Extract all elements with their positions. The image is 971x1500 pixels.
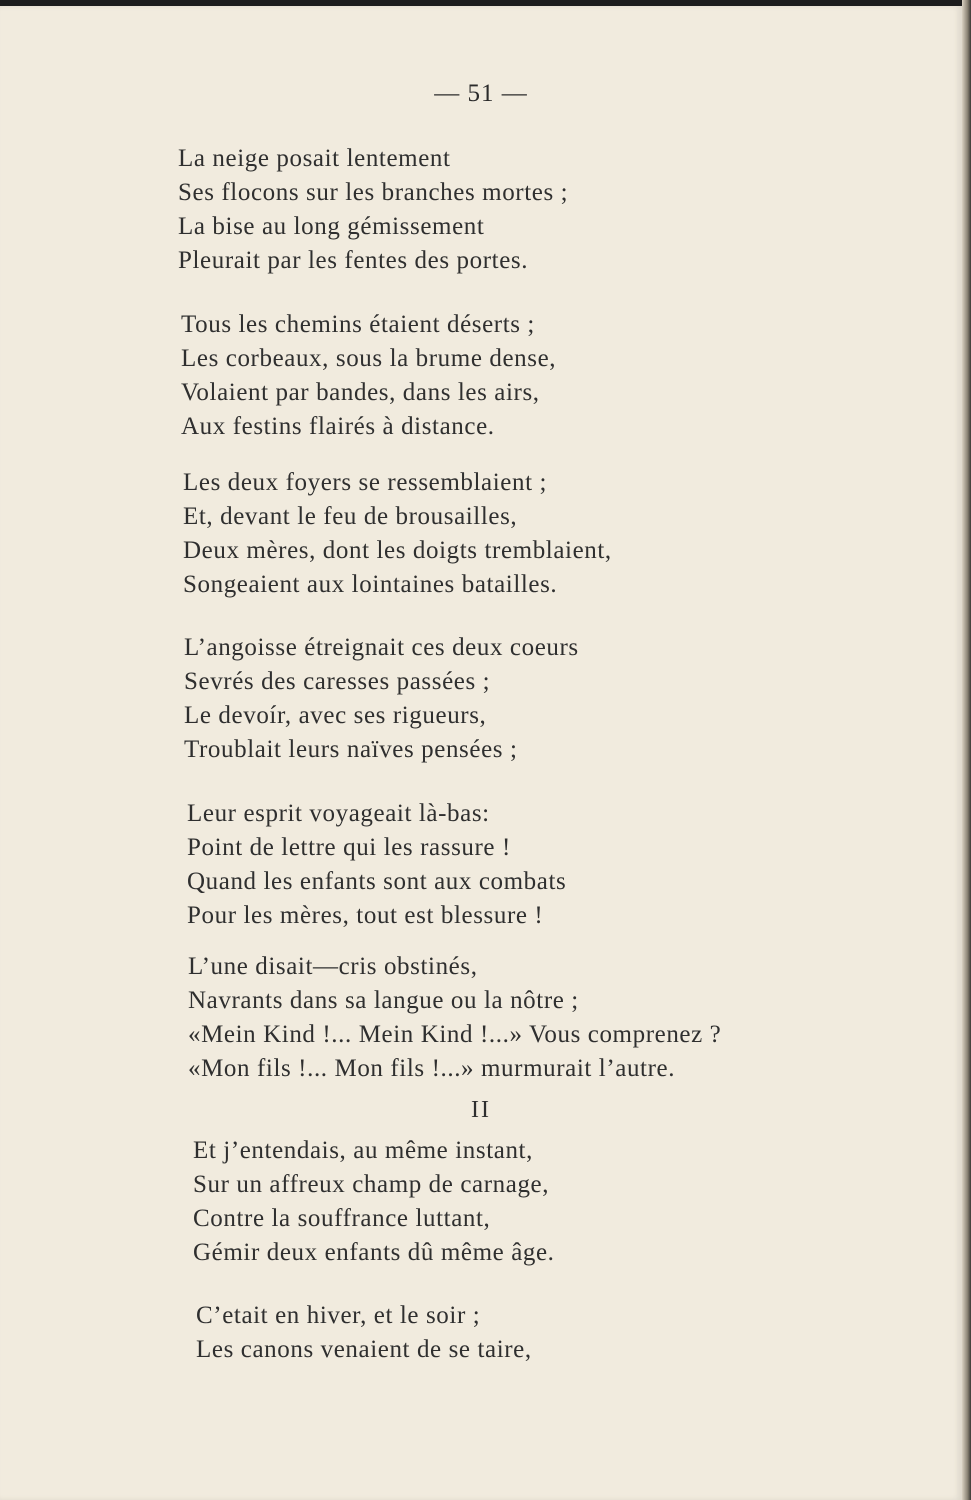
verse-line: Tous les chemins étaient déserts ; — [181, 311, 535, 338]
stanza-1 — [178, 142, 568, 278]
stanza-2 — [181, 308, 556, 444]
verse-line: Les corbeaux, sous la brume dense, — [181, 345, 557, 372]
verse-line: Leur esprit voyageait là-bas: — [187, 800, 490, 827]
book-page — [0, 6, 962, 1500]
verse-line: Le devoír, avec ses rigueurs, — [184, 702, 487, 729]
verse-line: Aux festins flairés à distance. — [181, 413, 495, 440]
verse-line: Navrants dans sa langue ou la nôtre ; — [188, 987, 579, 1014]
verse-line: Troublait leurs naïves pensées ; — [184, 736, 518, 763]
verse-line: «Mon fils !... Mon fils !...» murmurait l’autre. — [188, 1055, 676, 1082]
verse-line: Songeaient aux lointaines batailles. — [183, 571, 558, 598]
verse-line: Et j’entendais, au même instant, — [193, 1137, 533, 1164]
verse-line: Sur un affreux champ de carnage, — [193, 1171, 550, 1198]
verse-line: Quand les enfants sont aux combats — [187, 868, 567, 895]
page-number: — 51 — — [434, 80, 528, 107]
stanza-3 — [183, 466, 612, 602]
section-heading: II — [471, 1097, 491, 1123]
verse-line: Les deux foyers se ressemblaient ; — [183, 469, 548, 496]
verse-line: Sevrés des caresses passées ; — [184, 668, 491, 695]
verse-line: Les canons venaient de se taire, — [196, 1336, 532, 1363]
verse-line: Contre la souffrance luttant, — [193, 1205, 491, 1232]
verse-line: L’une disait—cris obstinés, — [188, 953, 478, 980]
verse-line: L’angoisse étreignait ces deux coeurs — [184, 634, 579, 661]
verse-line: «Mein Kind !... Mein Kind !...» Vous comprenez ? — [188, 1021, 722, 1048]
page-edge-shadow — [962, 0, 971, 1500]
verse-line: La neige posait lentement — [178, 145, 451, 172]
verse-line: Deux mères, dont les doigts tremblaient, — [183, 537, 612, 564]
stanza-8 — [196, 1299, 532, 1367]
verse-line: Pleurait par les fentes des portes. — [178, 247, 529, 274]
verse-line: Volaient par bandes, dans les airs, — [181, 379, 540, 406]
verse-line: Gémir deux enfants dû même âge. — [193, 1239, 555, 1266]
stanza-6 — [188, 950, 721, 1086]
verse-line: Et, devant le feu de brousailles, — [183, 503, 518, 530]
stanza-7 — [193, 1134, 555, 1270]
verse-line: Pour les mères, tout est blessure ! — [187, 902, 544, 929]
verse-line: Point de lettre qui les rassure ! — [187, 834, 511, 861]
stanza-5 — [187, 797, 566, 933]
verse-line: C’etait en hiver, et le soir ; — [196, 1302, 481, 1329]
stanza-4 — [184, 631, 579, 767]
verse-line: Ses flocons sur les branches mortes ; — [178, 179, 569, 206]
verse-line: La bise au long gémissement — [178, 213, 485, 240]
